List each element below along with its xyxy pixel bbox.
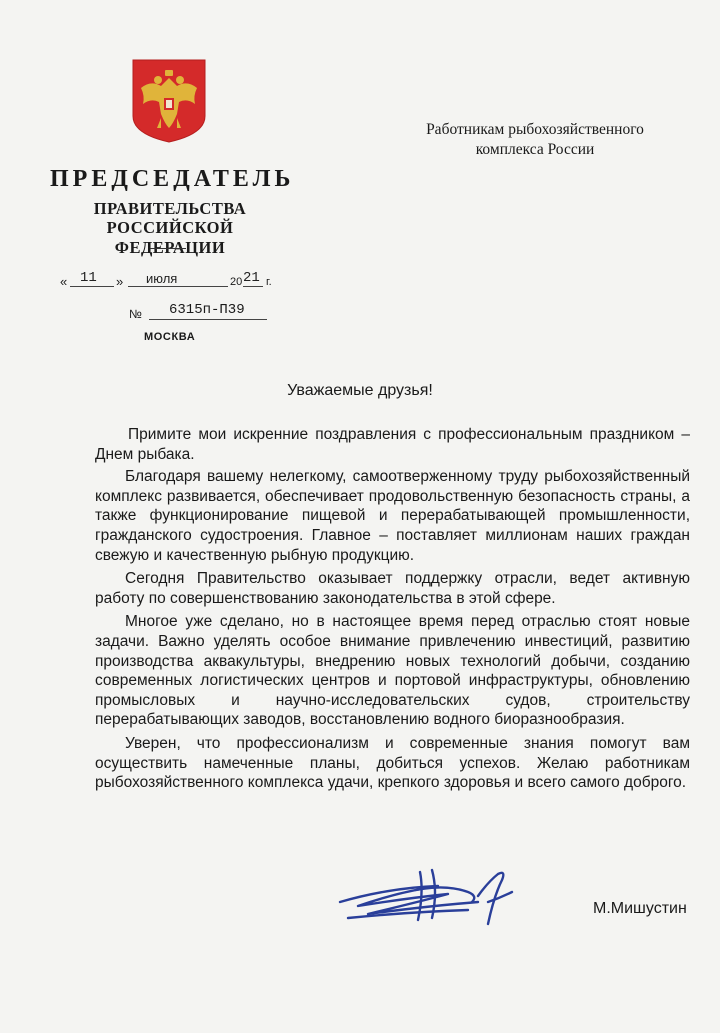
date-month-line	[128, 270, 228, 287]
signer-name: М.Мишустин	[593, 900, 687, 917]
org-subtitle-line1: ПРАВИТЕЛЬСТВА	[93, 199, 247, 218]
greeting: Уважаемые друзья!	[287, 382, 433, 399]
addressee-line1: Работникам рыбохозяйственного	[426, 121, 644, 138]
org-subtitle-line2: РОССИЙСКОЙ ФЕДЕРАЦИИ	[106, 218, 234, 257]
org-title: ПРЕДСЕДАТЕЛЬ	[50, 166, 295, 192]
city: МОСКВА	[144, 331, 196, 343]
addressee-line2: комплекса России	[475, 141, 595, 158]
handwritten-signature-icon	[328, 862, 538, 932]
addressee	[390, 120, 680, 160]
date-year-suffix: 21	[243, 270, 260, 286]
body-paragraph-4: Многое уже сделано, но в настоящее время перед отраслью стоят новые задачи. Важно уделять особое внимание привлечению инвестиций, развитию производства аквакультуры, внедрению новых технологий добычи, созданию современных логистических центров и портовой инфраструктуры, обновлению промысловых и научно-исследовательских судов, строительству перерабатывающих заводов, восстановлению водного биоразнообразия.	[95, 613, 690, 729]
letterhead-divider	[150, 248, 186, 249]
date-year-prefix: 20	[230, 276, 243, 288]
number-label: №	[129, 307, 142, 321]
date-month: июля	[146, 271, 178, 286]
date-year-mark: г.	[266, 276, 272, 288]
date-open-quote: «	[60, 274, 68, 289]
body-paragraph-2: Благодаря вашему нелегкому, самоотверженному труду рыбохозяйственный комплекс развивается, обеспечивает продовольственную безопасность страны, а также функционирование пищевой и перерабатывающей промышленности, гражданского судостроения. Главное – поставляет миллионам наших граждан свежую и качественную рыбную продукцию.	[95, 468, 690, 564]
letter-body	[95, 425, 690, 797]
coat-of-arms-icon	[131, 58, 207, 144]
body-paragraph-5: Уверен, что профессионализм и современные знания помогут вам осуществить намеченные планы, добиться успехов. Желаю работникам рыбохозяйственного комплекса удачи, крепкого здоровья и всего самого доброго.	[95, 734, 690, 792]
date-close-quote: »	[116, 274, 124, 289]
body-paragraph-1: Примите мои искренние поздравления с профессиональным праздником – Днем рыбака.	[95, 426, 690, 463]
date-day: 11	[80, 270, 97, 286]
document-number: 6315п-П39	[149, 302, 267, 320]
body-paragraph-3: Сегодня Правительство оказывает поддержку отрасли, ведет активную работу по совершенствованию законодательства в этой сфере.	[95, 570, 690, 607]
